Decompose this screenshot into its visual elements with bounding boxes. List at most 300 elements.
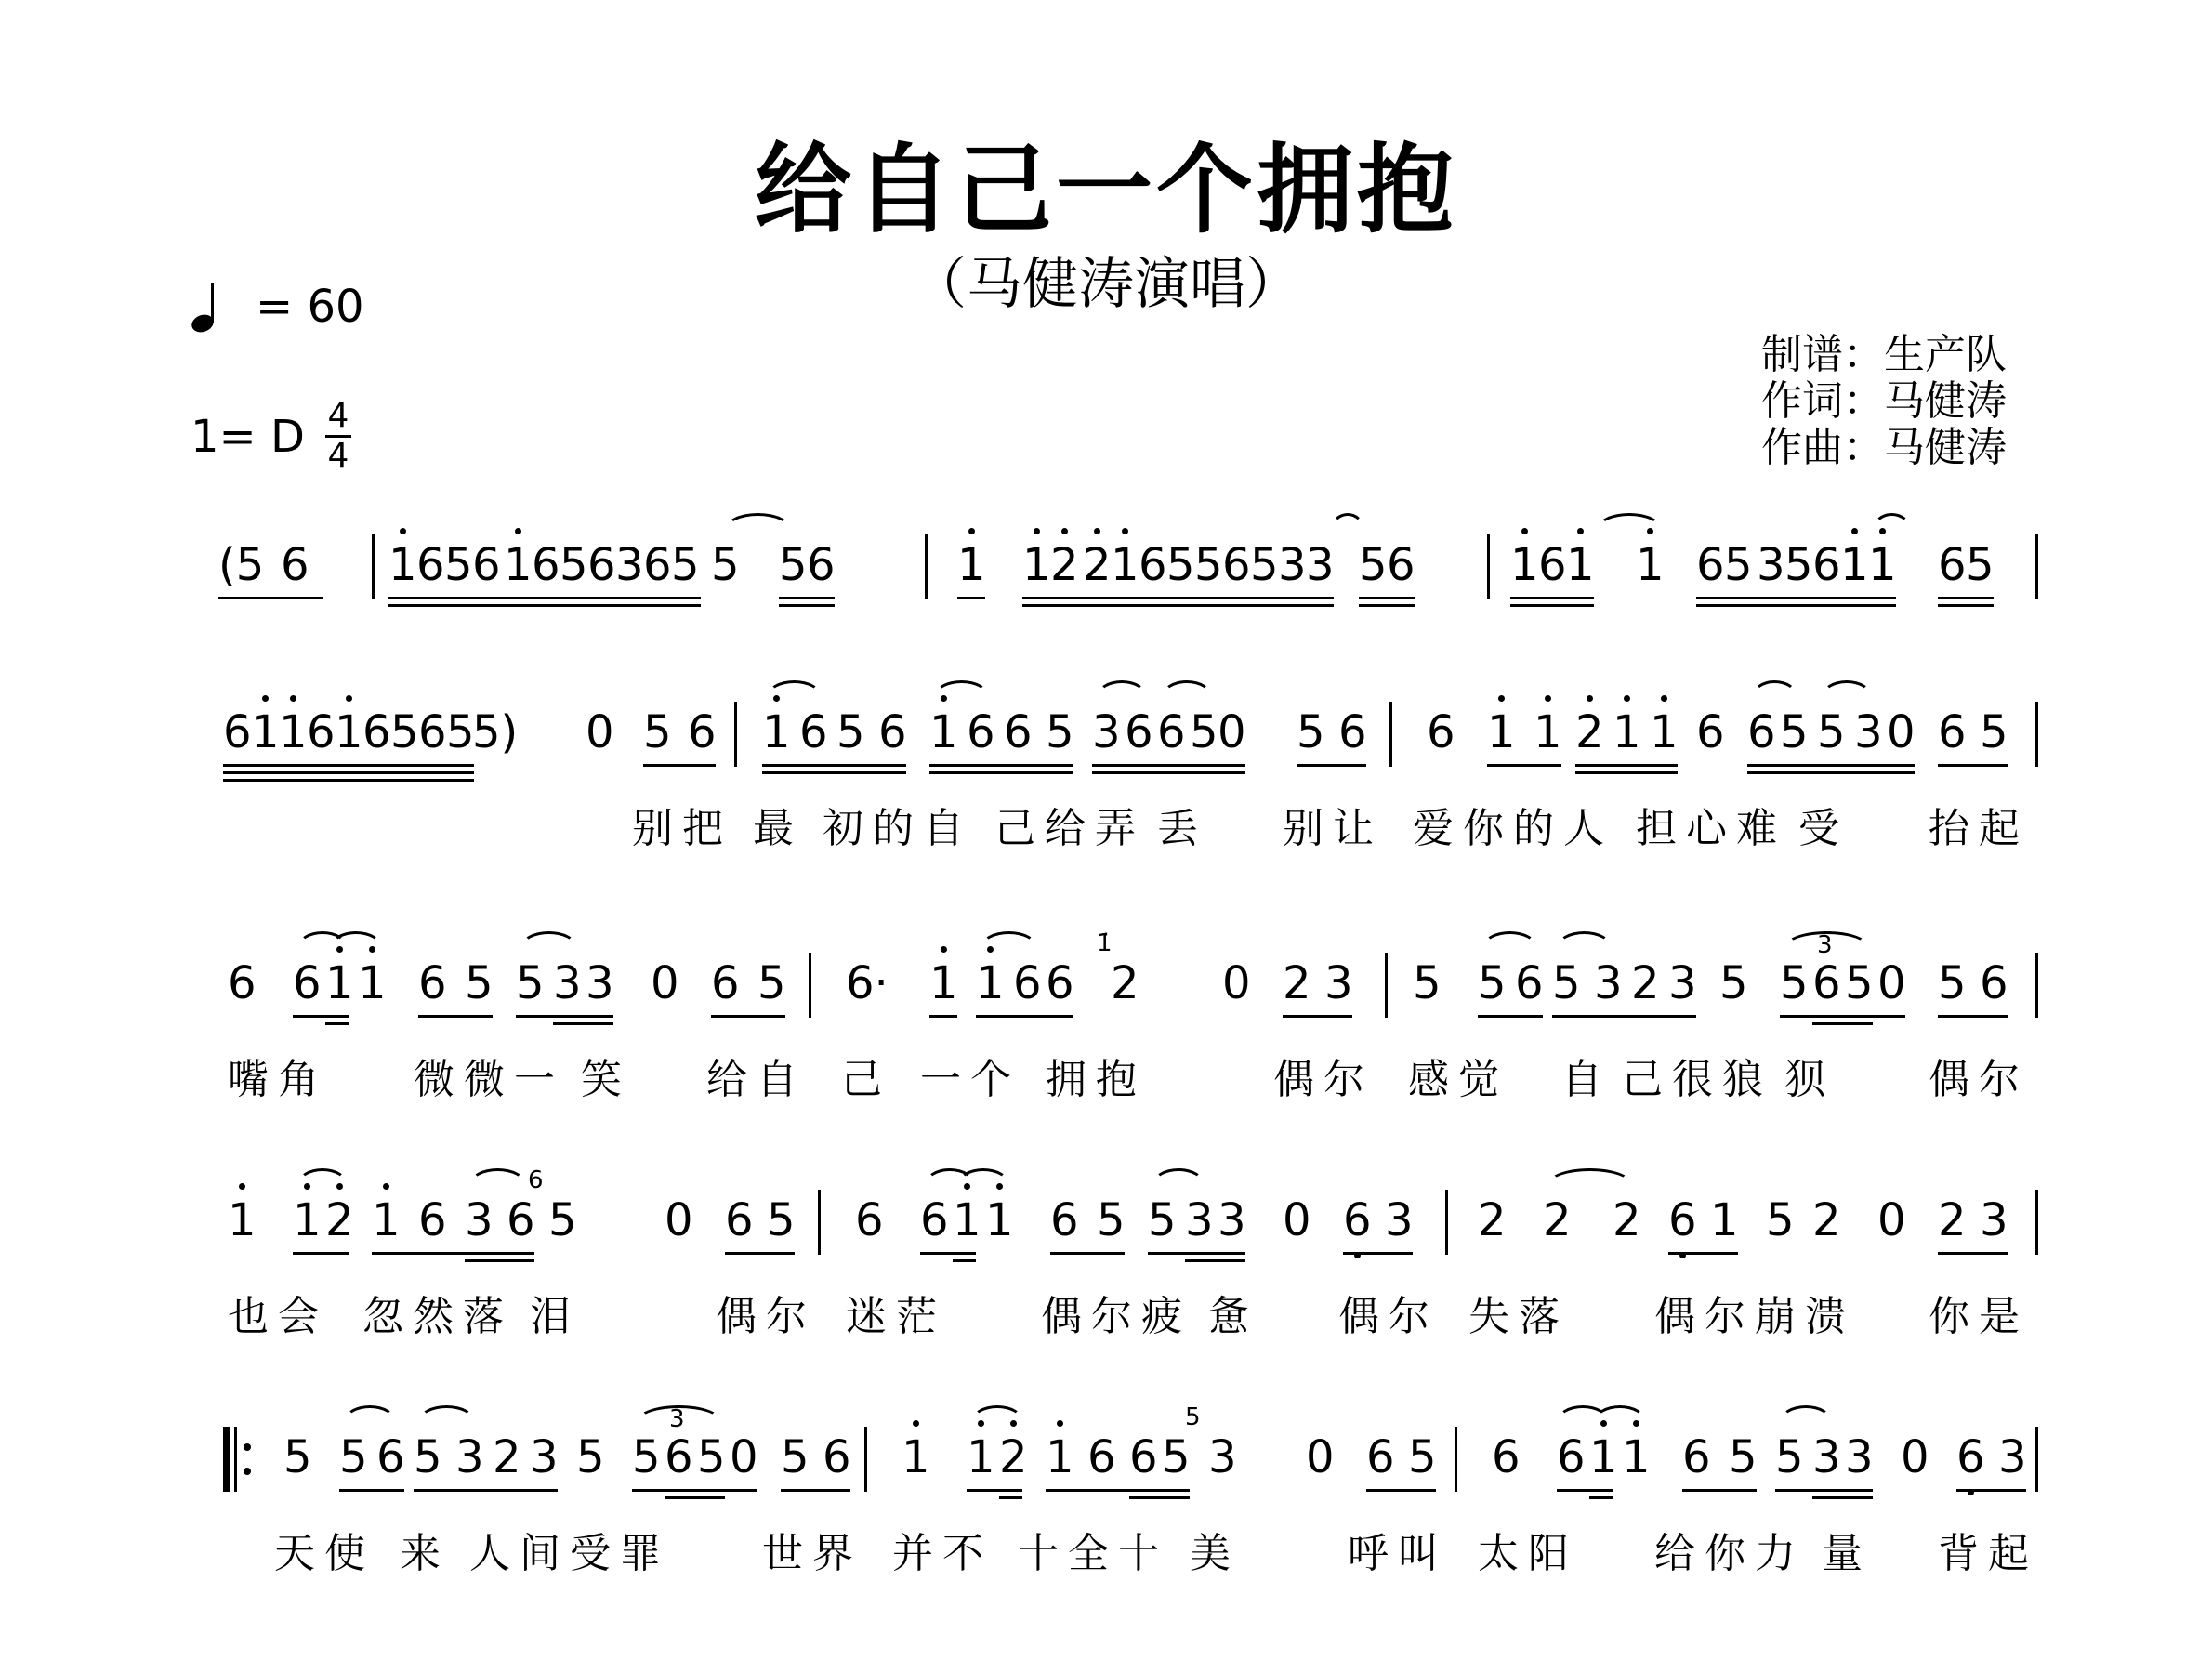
duration-underline <box>414 1489 558 1492</box>
note <box>779 539 807 591</box>
note <box>507 1194 534 1246</box>
lyric-text: 偶尔 <box>716 1293 816 1340</box>
note <box>1845 957 1873 1009</box>
duration-underline <box>1938 604 1994 607</box>
duration-underline <box>929 771 1073 774</box>
note <box>1022 539 1050 591</box>
note-digit: 6 <box>1557 1431 1586 1483</box>
note <box>530 1431 558 1483</box>
note-digit: 1 <box>929 957 958 1009</box>
note-digit: 5 <box>1552 957 1581 1009</box>
duration-underline <box>465 1252 534 1255</box>
note <box>1166 539 1194 591</box>
note-digit: 5 <box>1359 539 1388 591</box>
lyric-text: 别让 <box>1283 805 1383 852</box>
note-digit: 1 <box>1636 539 1665 591</box>
high-octave-dot <box>336 1183 343 1190</box>
note-digit: 3 <box>465 1194 494 1246</box>
duration-underline <box>999 1496 1022 1499</box>
lyric-text: 己 <box>841 1056 891 1103</box>
note <box>418 706 446 758</box>
note <box>929 706 957 758</box>
lyric-text: 拥抱 <box>1046 1056 1146 1103</box>
note-digit: 1 <box>1111 539 1139 591</box>
tempo-value: = 60 <box>256 281 364 333</box>
high-octave-dot <box>304 1183 310 1190</box>
note <box>532 539 560 591</box>
duration-underline <box>725 1252 795 1255</box>
time-top: 4 <box>327 397 349 435</box>
note <box>725 1194 753 1246</box>
lyric-text: 并不 <box>892 1530 993 1577</box>
note-digit: 3 <box>1278 539 1307 591</box>
note-digit: 6 <box>418 1194 447 1246</box>
note-digit: 5 <box>1817 706 1846 758</box>
note-digit: 3 <box>1845 1431 1874 1483</box>
grace-note-mark: 5 <box>1185 1403 1201 1431</box>
note <box>1359 539 1387 591</box>
note <box>1817 706 1845 758</box>
duration-underline <box>1938 597 1994 599</box>
note-digit: 5 <box>1097 1194 1126 1246</box>
note <box>1668 1194 1696 1246</box>
note <box>781 1431 809 1483</box>
high-octave-dot <box>1521 528 1528 534</box>
note-digit: 1 <box>1487 706 1516 758</box>
note-digit: 6 <box>1087 1431 1116 1483</box>
note-digit: 5 <box>1775 1431 1804 1483</box>
note-digit: 6 <box>362 706 391 758</box>
note-digit: 5 <box>1938 957 1967 1009</box>
high-octave-dot <box>1879 528 1886 534</box>
grace-note-mark: 1̇ <box>1097 929 1113 957</box>
note <box>444 539 472 591</box>
high-octave-dot <box>369 946 375 953</box>
note-digit: 1 <box>372 1194 401 1246</box>
note-digit: 0 <box>1283 1194 1311 1246</box>
lyric-text: 笑 <box>581 1056 631 1103</box>
note <box>1534 706 1561 758</box>
note <box>1222 957 1250 1009</box>
lyric-text: 偶尔 <box>1273 1056 1374 1103</box>
note-digit: 1 <box>1589 1431 1618 1483</box>
note-digit: 5 <box>836 706 865 758</box>
note <box>1427 706 1455 758</box>
lyric-text: 一个 <box>920 1056 1020 1103</box>
note <box>1413 957 1441 1009</box>
note-digit: 6 <box>1812 539 1841 591</box>
high-octave-dot <box>773 695 780 702</box>
note <box>1854 706 1882 758</box>
note <box>1408 1431 1436 1483</box>
note <box>1222 539 1250 591</box>
note <box>643 539 671 591</box>
lyric-text: 偶尔崩溃 <box>1654 1293 1855 1340</box>
note <box>1510 539 1538 591</box>
duration-underline <box>1510 597 1594 599</box>
duration-underline <box>339 1489 404 1492</box>
note-digit: 6 <box>1338 706 1367 758</box>
bar-line <box>2035 1190 2038 1255</box>
note <box>1543 1194 1571 1246</box>
lyric-text: 受 <box>1798 805 1849 852</box>
note-digit: 6 <box>507 1194 535 1246</box>
score-row <box>0 929 2212 1199</box>
note-digit: 6 <box>223 706 252 758</box>
note-digit: 6 <box>1980 957 2008 1009</box>
note-digit: 6 <box>643 539 672 591</box>
lyric-text: 十全十 <box>1018 1530 1168 1577</box>
lyric-text: 来 <box>400 1530 450 1577</box>
note <box>1747 706 1775 758</box>
note-digit: 1 <box>1650 706 1679 758</box>
credit-music: 作曲：马健涛 <box>1761 424 2007 471</box>
note <box>1613 706 1640 758</box>
high-octave-dot <box>400 528 406 534</box>
note-digit: 2 <box>1478 1194 1507 1246</box>
note <box>1877 1194 1905 1246</box>
note <box>455 1431 483 1483</box>
duration-underline <box>325 1022 349 1025</box>
note <box>697 1431 725 1483</box>
note-digit: 1 <box>902 1431 930 1483</box>
note <box>1013 957 1041 1009</box>
note <box>1218 1194 1245 1246</box>
duration-underline <box>418 1015 493 1018</box>
duration-underline <box>1589 1496 1613 1499</box>
note-digit: 5 <box>1162 1431 1191 1483</box>
note-digit: 5 <box>1966 539 1995 591</box>
duration-underline <box>665 1489 725 1492</box>
high-octave-dot <box>1010 1420 1017 1427</box>
note-digit: 1 <box>293 1194 322 1246</box>
note-digit: 6 <box>532 539 560 591</box>
duration-underline <box>388 604 701 607</box>
lyric-text: 爱你的人 <box>1413 805 1613 852</box>
note <box>1366 1431 1394 1483</box>
note-digit: 5 <box>1250 539 1279 591</box>
note-digit: 6 <box>1492 1431 1521 1483</box>
note <box>807 539 835 591</box>
bar-line <box>818 1190 821 1255</box>
note-digit: 6 <box>1387 539 1415 591</box>
note-digit: 5 <box>446 706 475 758</box>
note-digit: 6 <box>878 706 907 758</box>
note <box>414 1431 441 1483</box>
note-digit: 2 <box>999 1431 1028 1483</box>
note <box>1775 1431 1803 1483</box>
note-digit: 5 <box>697 1431 726 1483</box>
duration-underline <box>999 1489 1022 1492</box>
note-digit: 3 <box>1757 539 1785 591</box>
note <box>465 1194 493 1246</box>
note <box>762 706 790 758</box>
duration-underline <box>223 779 474 782</box>
note-digit: 5 <box>444 539 473 591</box>
slur-arc <box>725 513 791 529</box>
note-digit: 0 <box>1877 1194 1906 1246</box>
note-digit: 6 <box>293 957 322 1009</box>
note-digit: 5 <box>767 1194 796 1246</box>
high-octave-dot <box>1057 1420 1063 1427</box>
note-digit: 0 <box>1887 706 1916 758</box>
high-octave-dot <box>1498 695 1505 702</box>
note-digit: 6 <box>1366 1431 1395 1483</box>
note <box>953 1194 981 1246</box>
high-octave-dot <box>262 695 269 702</box>
note <box>560 539 587 591</box>
high-octave-dot <box>941 946 947 953</box>
lyric-text: 丢 <box>1157 805 1207 852</box>
bar-line <box>925 534 928 599</box>
note-digit: 0 <box>651 957 679 1009</box>
duration-underline <box>1366 1489 1436 1492</box>
note-digit: 3 <box>1208 1431 1237 1483</box>
note-digit: 5) <box>472 706 519 758</box>
lyric-text: 己很狼 <box>1622 1056 1772 1103</box>
note <box>999 1431 1027 1483</box>
note-digit: 6 <box>1812 957 1841 1009</box>
note-digit: 1 <box>335 706 363 758</box>
lyric-text: 量 <box>1822 1530 1872 1577</box>
note <box>279 706 307 758</box>
note <box>358 957 386 1009</box>
bar-line <box>2035 702 2038 767</box>
note <box>1938 957 1966 1009</box>
duration-underline <box>1297 764 1366 767</box>
note <box>878 706 906 758</box>
note <box>1538 539 1566 591</box>
note-digit: 5 <box>283 1431 312 1483</box>
high-octave-dot <box>987 946 994 953</box>
note-digit: 6 <box>418 957 447 1009</box>
note-digit: 6 <box>1046 957 1074 1009</box>
note <box>1050 1194 1078 1246</box>
note <box>1566 539 1594 591</box>
duration-underline <box>976 1015 1073 1018</box>
note <box>1157 706 1185 758</box>
note-digit: 1 <box>1566 539 1595 591</box>
note <box>1729 1431 1757 1483</box>
note <box>472 539 500 591</box>
high-octave-dot <box>239 1183 245 1190</box>
note-digit: 1 <box>1613 706 1641 758</box>
duration-underline <box>223 764 474 767</box>
duration-underline <box>1812 1489 1873 1492</box>
note <box>1218 706 1245 758</box>
lyric-text: 自 <box>1561 1056 1612 1103</box>
note-digit: 2 <box>1543 1194 1572 1246</box>
tempo-marking <box>191 279 364 335</box>
note <box>846 957 889 1009</box>
note <box>587 539 615 591</box>
note-digit: 6 <box>920 1194 949 1246</box>
note <box>307 706 335 758</box>
note <box>902 1431 929 1483</box>
note <box>1087 1431 1115 1483</box>
duration-underline <box>1589 1489 1613 1492</box>
note-digit: 3 <box>1324 957 1353 1009</box>
note <box>1812 539 1840 591</box>
note-digit: 6 <box>1938 706 1967 758</box>
note <box>388 539 416 591</box>
note-digit: 3 <box>1306 539 1335 591</box>
score-row <box>0 1403 2212 1673</box>
high-octave-dot <box>515 528 521 534</box>
note-digit: 5 <box>390 706 419 758</box>
note <box>1812 1431 1840 1483</box>
note-digit: 0 <box>1877 957 1906 1009</box>
duration-underline <box>1812 1496 1873 1499</box>
note <box>1682 1431 1710 1483</box>
duration-underline <box>957 597 985 599</box>
high-octave-dot <box>336 946 343 953</box>
duration-underline <box>665 1496 725 1499</box>
note-digit: 1 <box>967 1431 995 1483</box>
note <box>1840 539 1868 591</box>
note-digit: 5 <box>1297 706 1325 758</box>
note-digit: 6 <box>587 539 616 591</box>
lyric-text: 己给弄 <box>994 805 1145 852</box>
duration-underline <box>643 764 716 767</box>
note-digit: 6 <box>1682 1431 1711 1483</box>
note-digit: 2 <box>1812 1194 1841 1246</box>
note-digit: 3 <box>1092 706 1121 758</box>
duration-underline <box>553 1015 613 1018</box>
note-digit: 5 <box>1719 957 1748 1009</box>
note <box>1343 1194 1371 1246</box>
note <box>976 957 1004 1009</box>
note <box>472 706 519 758</box>
note <box>553 957 581 1009</box>
note-digit: 6 <box>228 957 257 1009</box>
note <box>416 539 444 591</box>
note <box>339 1431 367 1483</box>
duration-underline <box>325 1015 349 1018</box>
note <box>823 1431 850 1483</box>
note <box>218 539 265 591</box>
slur-arc <box>1331 513 1364 529</box>
note <box>1092 706 1120 758</box>
lyric-text: 世界 <box>762 1530 862 1577</box>
lyric-text: 惫 <box>1208 1293 1258 1340</box>
note <box>465 957 493 1009</box>
note-digit: 6 <box>1515 957 1544 1009</box>
duration-underline <box>223 771 474 774</box>
note-digit: 5 <box>632 1431 661 1483</box>
note <box>504 539 532 591</box>
note <box>251 706 279 758</box>
note-digit: 6 <box>799 706 828 758</box>
note-digit: 5 <box>339 1431 368 1483</box>
high-octave-dot <box>1577 528 1584 534</box>
duration-underline <box>1185 1259 1245 1262</box>
note <box>957 539 985 591</box>
key-label: 1= D <box>191 410 305 463</box>
note <box>446 706 474 758</box>
note <box>1980 1194 2008 1246</box>
note-digit: 0 <box>1306 1431 1335 1483</box>
duration-underline <box>465 1259 534 1262</box>
lyric-text: 给你力 <box>1654 1530 1805 1577</box>
lyric-text: 嘴角 <box>228 1056 328 1103</box>
note-digit: 0 <box>586 706 614 758</box>
high-octave-dot <box>1661 695 1667 702</box>
bar-line <box>1455 1427 1457 1492</box>
note <box>1097 1194 1125 1246</box>
duration-underline <box>1938 1252 2008 1255</box>
lyric-text: 背起 <box>1938 1530 2038 1577</box>
lyric-text: 抬起 <box>1929 805 2029 852</box>
note <box>1696 539 1724 591</box>
note-digit: 5 <box>560 539 588 591</box>
note-digit: 6 <box>1013 957 1042 1009</box>
note <box>1190 706 1218 758</box>
lyric-text: 偶尔疲 <box>1041 1293 1192 1340</box>
note-digit: 3 <box>553 957 582 1009</box>
note <box>1283 1194 1310 1246</box>
note-digit: 5 <box>465 957 494 1009</box>
note-digit: 1 <box>1840 539 1869 591</box>
lyric-text: 美 <box>1190 1530 1240 1577</box>
note-digit: 6 <box>418 706 447 758</box>
note <box>586 706 613 758</box>
note-digit: 5 <box>1766 1194 1795 1246</box>
note-digit: 1 <box>976 957 1005 1009</box>
lyric-text: 偶尔 <box>1338 1293 1439 1340</box>
note <box>967 706 994 758</box>
note-digit: 5 <box>1046 706 1074 758</box>
lyric-text: 泪 <box>530 1293 580 1340</box>
duration-underline <box>1129 1489 1190 1492</box>
duration-underline <box>1956 1489 2026 1492</box>
high-octave-dot <box>1061 528 1068 534</box>
note-digit: 1 <box>504 539 533 591</box>
note-digit: 3 <box>1812 1431 1841 1483</box>
bar-line <box>864 1427 867 1492</box>
note-digit: 2 <box>1083 539 1112 591</box>
lyric-text: 也会 <box>228 1293 328 1340</box>
song-title: 给自己一个拥抱 <box>754 133 1457 246</box>
note <box>1185 1194 1213 1246</box>
note <box>548 1194 576 1246</box>
note-digit: 3 <box>1218 1194 1246 1246</box>
note-digit: 5 <box>671 539 700 591</box>
note-digit: 5 <box>1780 706 1809 758</box>
duration-underline <box>1022 597 1222 599</box>
note <box>799 706 827 758</box>
note-digit: 6 <box>1938 539 1967 591</box>
note-digit: 2 <box>1613 1194 1641 1246</box>
note <box>1515 957 1543 1009</box>
lyric-text: 偶尔 <box>1929 1056 2029 1103</box>
high-octave-dot <box>1094 528 1100 534</box>
bar-line <box>2035 534 2038 599</box>
note <box>730 1431 757 1483</box>
high-octave-dot <box>1624 695 1630 702</box>
high-octave-dot <box>383 1183 389 1190</box>
high-octave-dot <box>968 528 975 534</box>
duration-underline <box>1359 604 1415 607</box>
note-digit: 3 <box>455 1431 484 1483</box>
note <box>372 1194 400 1246</box>
note <box>1050 539 1078 591</box>
note-digit: 5 <box>1413 957 1442 1009</box>
note <box>1125 706 1152 758</box>
duration-underline <box>1129 1496 1190 1499</box>
note <box>325 1194 353 1246</box>
note-digit: 5 <box>1190 706 1218 758</box>
